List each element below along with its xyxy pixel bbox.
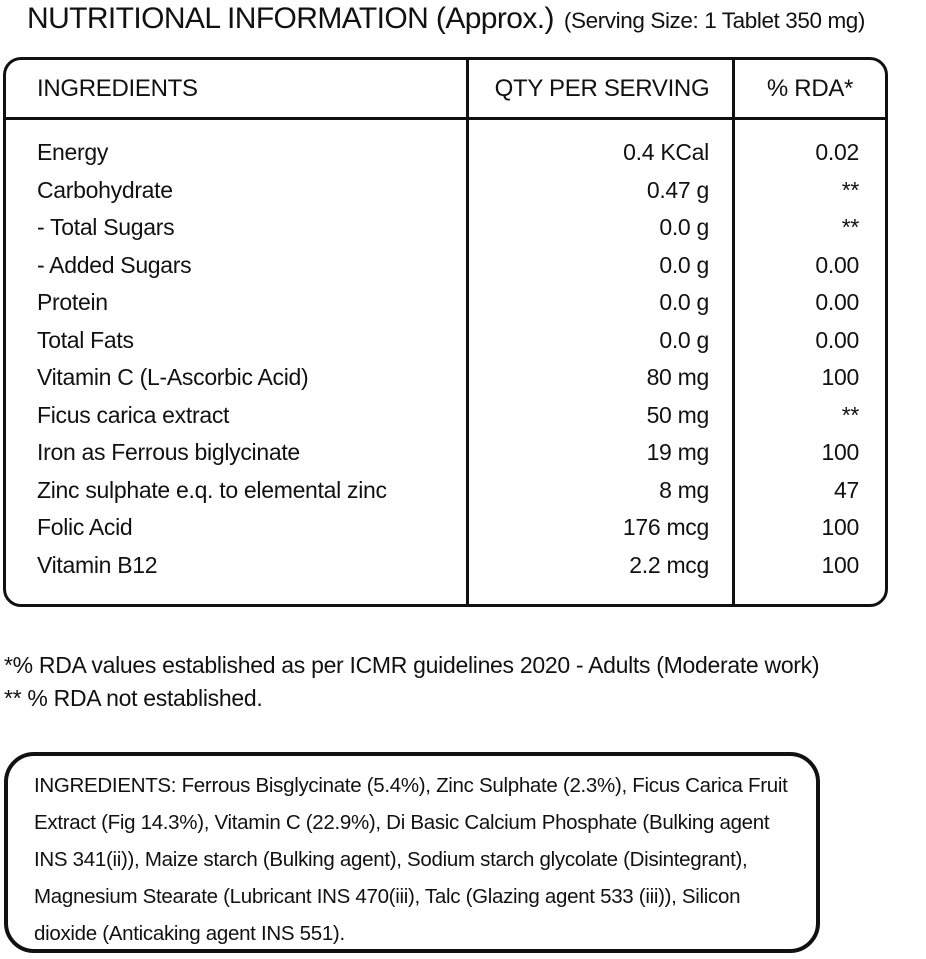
cell-ingredient: Folic Acid [37,514,133,541]
cell-ingredient: Total Fats [37,326,134,353]
cell-qty-per-serving: 19 mg [646,439,709,466]
cell-percent-rda: 100 [821,551,859,578]
table-row [6,284,885,322]
cell-ingredient: Vitamin C (L-Ascorbic Acid) [37,364,309,391]
footnote-rda-not-established: ** % RDA not established. [4,685,263,711]
table-row [6,359,885,397]
cell-ingredient: Carbohydrate [37,176,173,203]
cell-percent-rda: 100 [821,439,859,466]
cell-ingredient: - Total Sugars [37,214,175,241]
cell-ingredient: Iron as Ferrous biglycinate [37,439,300,466]
cell-qty-per-serving: 176 mcg [622,514,709,541]
cell-qty-per-serving: 0.0 g [659,251,709,278]
table-row [6,397,885,435]
cell-qty-per-serving: 80 mg [646,364,709,391]
column-divider-1 [466,60,469,604]
cell-percent-rda: 47 [834,476,859,503]
cell-percent-rda: ** [841,176,859,203]
cell-qty-per-serving: 8 mg [659,476,709,503]
cell-percent-rda: 100 [821,514,859,541]
column-divider-2 [732,60,735,604]
cell-ingredient: Zinc sulphate e.q. to elemental zinc [37,476,387,503]
cell-qty-per-serving: 50 mg [646,401,709,428]
cell-ingredient: Vitamin B12 [37,551,158,578]
cell-ingredient: Energy [37,139,109,166]
table-row [6,322,885,360]
footnote-rda-established: *% RDA values established as per ICMR guidelines 2020 - Adults (Moderate work) [4,652,820,678]
cell-ingredient: Ficus carica extract [37,401,230,428]
header-ingredients: INGREDIENTS [37,74,198,102]
table-row [6,434,885,472]
cell-percent-rda: 0.00 [815,251,859,278]
cell-qty-per-serving: 2.2 mcg [629,551,709,578]
cell-qty-per-serving: 0.0 g [659,289,709,316]
table-row [6,472,885,510]
nutrition-table [3,57,888,607]
table-row [6,172,885,210]
cell-ingredient: - Added Sugars [37,251,192,278]
cell-percent-rda: ** [841,214,859,241]
ingredients-box [4,752,820,953]
header-percent-rda: % RDA* [766,74,854,102]
cell-qty-per-serving: 0.0 g [659,214,709,241]
table-row [6,247,885,285]
cell-ingredient: Protein [37,289,108,316]
table-row [6,509,885,547]
title-serving-size: (Serving Size: 1 Tablet 350 mg) [563,8,866,33]
cell-percent-rda: 0.02 [815,139,859,166]
cell-percent-rda: 100 [821,364,859,391]
header-qty-per-serving: QTY PER SERVING [494,74,710,102]
cell-qty-per-serving: 0.0 g [659,326,709,353]
footnotes [4,649,819,715]
cell-qty-per-serving: 0.47 g [646,176,709,203]
cell-qty-per-serving: 0.4 KCal [623,139,709,166]
cell-percent-rda: 0.00 [815,326,859,353]
title-main: NUTRITIONAL INFORMATION (Approx.) [27,2,554,35]
table-row [6,547,885,585]
cell-percent-rda: ** [841,401,859,428]
ingredients-list-text: INGREDIENTS: Ferrous Bisglycinate (5.4%), Zinc Sulphate (2.3%), Ficus Carica Fruit Extract (Fig 14.3%), Vitamin C (22.9%), Di Basic Calcium Phosphate (Bulking agent INS 341(ii)), Maize starch (Bulking agent), Sodium starch glycolate (Disintegrant), Magnesium Stearate (Lubricant INS 470(iii), Talc (Glazing agent 533 (iii)), Silicon dioxide (Anticaking agent INS 551). [34,774,788,945]
table-header-row [6,60,885,120]
cell-percent-rda: 0.00 [815,289,859,316]
page-title [27,2,865,36]
table-body [6,120,885,584]
table-row [6,209,885,247]
table-row [6,134,885,172]
